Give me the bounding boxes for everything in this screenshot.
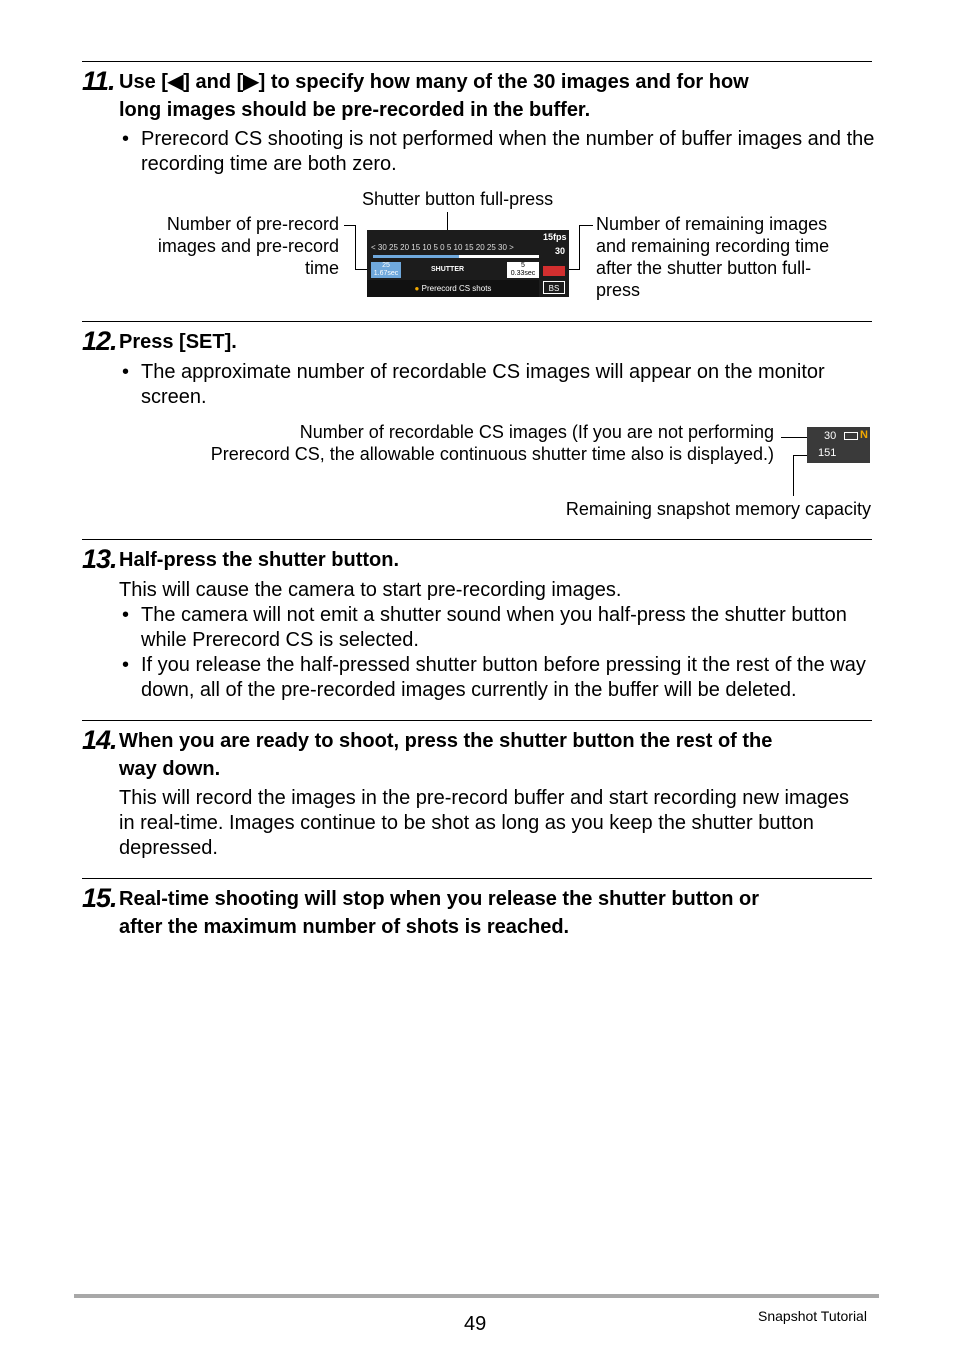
prerecord-value-box <box>371 262 401 278</box>
bullet-item <box>119 653 879 703</box>
bracket-line <box>579 225 593 226</box>
bullet-icon: • <box>122 361 130 383</box>
step-number: 11. <box>82 66 115 96</box>
step-title-line: Use [◀] and [▶] to specify how many of the 30 images and for how <box>119 71 749 93</box>
callout-line <box>781 437 807 438</box>
step-description: This will record the images in the pre-record buffer and start recording new images in real-time. Images continue to be shot as long as you keep the shutter button depressed. <box>119 787 849 859</box>
memory-count: 151 <box>818 447 837 459</box>
bracket-line <box>568 269 580 270</box>
figure-label-remaining <box>596 213 866 301</box>
figure-label-prerecord <box>120 213 339 279</box>
bullet-item <box>119 127 879 177</box>
bullet-text: The approximate number of recordable CS images will appear on the monitor screen. <box>141 361 825 408</box>
bullet-text: The camera will not emit a shutter sound when you half-press the shutter button while Prerecord CS is selected. <box>141 604 847 651</box>
prerecord-label: Prerecord CS shots <box>421 284 492 293</box>
shots-count: 30 <box>555 246 566 256</box>
bullet-text: If you release the half-pressed shutter button before pressing it the rest of the way down, all of the pre-recorded images currently in the buffer will be deleted. <box>141 654 866 701</box>
label-line: after the shutter button full- <box>596 258 812 278</box>
step-title-line: long images should be pre-recorded in the buffer. <box>119 99 591 121</box>
label-line: Number of recordable CS images (If you are not performing <box>299 422 774 442</box>
bullet-item <box>119 360 879 410</box>
prerecord-cs-icon: ● <box>414 284 420 293</box>
section-divider <box>82 61 872 62</box>
label-line: images and pre-record <box>157 236 339 256</box>
figure-label-recordable <box>120 421 774 465</box>
step-title <box>119 328 859 356</box>
section-divider <box>82 720 872 721</box>
step-number: 12. <box>82 326 117 356</box>
label-line: Number of pre-record <box>166 214 339 234</box>
section-divider <box>82 878 872 879</box>
bullet-icon: • <box>122 604 130 626</box>
remaining-time: 0.33sec <box>510 270 536 277</box>
callout-line <box>793 455 807 456</box>
scale-progress-rest <box>459 255 539 258</box>
step-title-line: When you are ready to shoot, press the shutter button the rest of the <box>119 730 773 752</box>
label-line: Prerecord CS, the allowable continuous shutter time also is displayed.) <box>210 444 774 464</box>
label-line: Number of remaining images <box>596 214 828 234</box>
bracket-line <box>579 225 580 270</box>
label-line: time <box>304 258 339 278</box>
bullet-item <box>119 603 879 653</box>
step-number: 14. <box>82 725 117 755</box>
fps-badge: 15fps <box>543 232 567 242</box>
page-number: 49 <box>464 1313 487 1335</box>
prerecord-count: 25 <box>382 262 390 269</box>
section-title: Snapshot Tutorial <box>758 1308 867 1324</box>
callout-line <box>793 455 794 496</box>
bullet-text: Prerecord CS shooting is not performed when the number of buffer images and the recording time are both zero. <box>141 128 875 175</box>
prerecord-time: 1.67sec <box>373 270 399 277</box>
camera-screen-counter <box>807 427 870 463</box>
bullet-icon: • <box>122 654 130 676</box>
step-title-line: Real-time shooting will stop when you release the shutter button or <box>119 888 760 910</box>
bullet-icon: • <box>122 128 130 150</box>
quality-icon: N <box>860 429 868 441</box>
camera-screen-prerecord <box>367 230 569 297</box>
cs-count: 30 <box>824 430 837 442</box>
bs-icon: BS <box>543 281 565 294</box>
section-divider <box>82 539 872 540</box>
step-description: This will cause the camera to start pre-recording images. <box>119 579 622 601</box>
scale-bar: < 30 25 20 15 10 5 0 5 10 15 20 25 30 > <box>371 243 514 252</box>
bracket-line <box>355 269 367 270</box>
step-title-line: way down. <box>119 758 221 780</box>
step-title <box>119 546 859 574</box>
footer-divider <box>74 1294 879 1298</box>
step-number: 15. <box>82 883 117 913</box>
image-size-icon <box>844 432 858 440</box>
prerecord-bar <box>367 280 539 297</box>
step-title-line: Press [SET]. <box>119 331 237 353</box>
step-title <box>119 885 859 941</box>
step-number: 13. <box>82 544 117 574</box>
record-indicator <box>543 266 565 276</box>
shutter-label: SHUTTER <box>431 266 465 273</box>
step-title <box>119 68 859 124</box>
figure-label-memory: Remaining snapshot memory capacity <box>565 499 871 519</box>
step-title-line: after the maximum number of shots is reached. <box>119 916 570 938</box>
scale-progress <box>373 255 459 258</box>
step-title-line: Half-press the shutter button. <box>119 549 400 571</box>
remaining-value-box <box>507 262 539 278</box>
step-title <box>119 727 859 783</box>
section-divider <box>82 321 872 322</box>
bracket-line <box>355 225 356 270</box>
remaining-count: 5 <box>521 262 525 269</box>
label-line: press <box>596 280 641 300</box>
label-line: and remaining recording time <box>596 236 830 256</box>
figure-label-shutter-full-press: Shutter button full-press <box>362 189 554 209</box>
